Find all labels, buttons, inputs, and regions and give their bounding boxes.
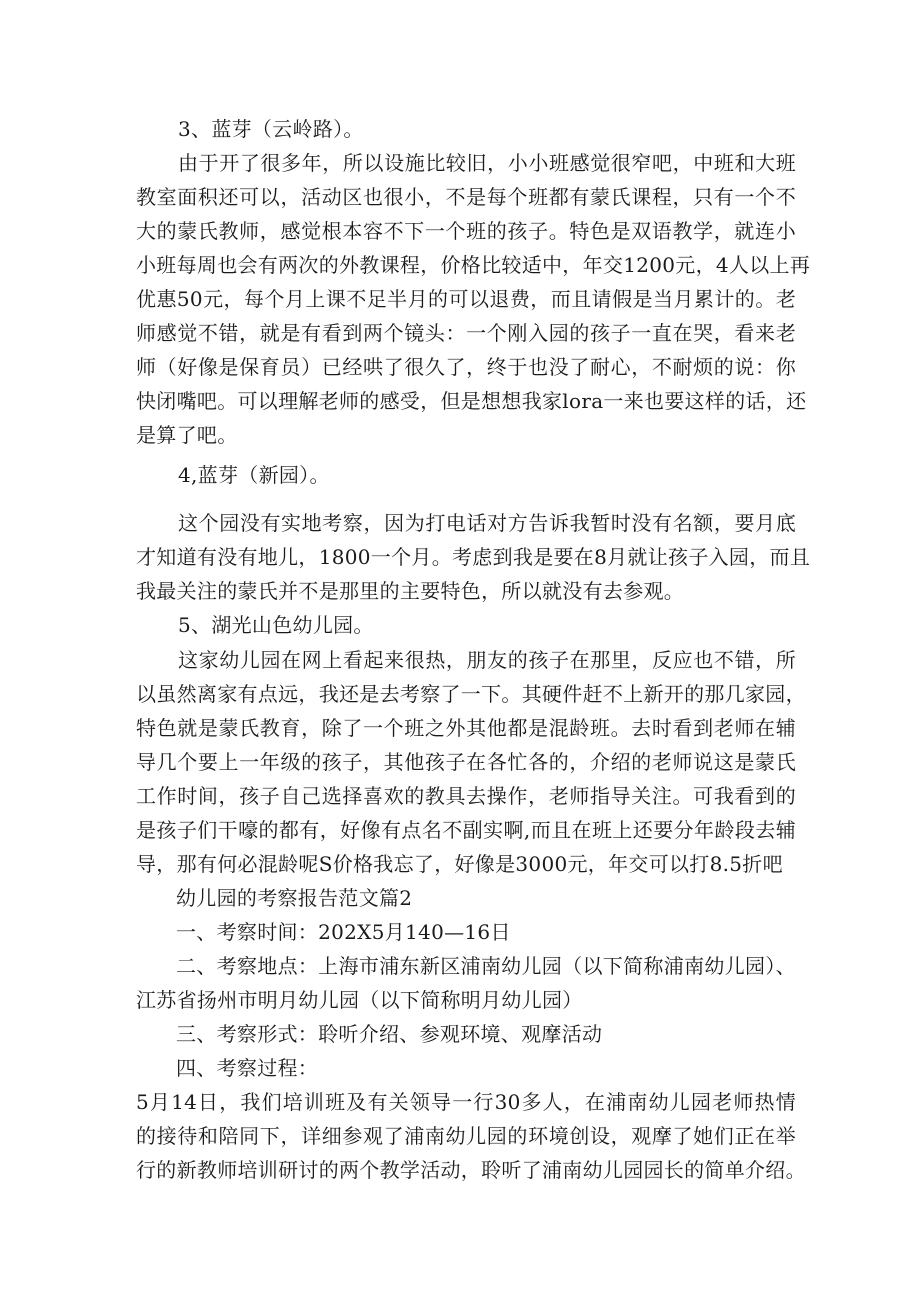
paragraph-line: 的接待和陪同下，详细参观了浦南幼儿园的环境创设，观摩了她们正在举: [136, 1124, 796, 1148]
article-title: 幼儿园的考察报告范文篇2: [176, 886, 413, 910]
paragraph-line: 5月14日，我们培训班及有关领导一行30多人，在浦南幼儿园老师热情: [136, 1090, 796, 1114]
paragraph-line: 才知道有没有地儿，1800一个月。考虑到我是要在8月就让孩子入园，而且: [136, 545, 811, 569]
paragraph-line: 师感觉不错，就是有看到两个镜头：一个刚入园的孩子一直在哭，看来老: [136, 321, 796, 345]
info-line: 三、考察形式：聆听介绍、参观环境、观摩活动: [176, 1022, 603, 1046]
paragraph-line: 行的新教师培训研讨的两个教学活动，聆听了浦南幼儿园园长的简单介绍。: [136, 1158, 806, 1182]
paragraph-line: 小班每周也会有两次的外教课程，价格比较适中，年交1200元，4人以上再: [136, 253, 811, 277]
info-line: 一、考察时间：202X5月140—16日: [176, 920, 511, 944]
info-line: 江苏省扬州市明月幼儿园（以下简称明月幼儿园）: [136, 988, 583, 1012]
paragraph-line: 是孩子们干嚎的都有，好像有点名不副实啊,而且在班上还要分年龄段去辅: [136, 818, 796, 842]
paragraph-line: 优惠50元，每个月上课不足半月的可以退费，而且请假是当月累计的。老: [136, 287, 796, 311]
paragraph-line: 快闭嘴吧。可以理解老师的感受，但是想想我家lora一来也要这样的话，还: [136, 389, 807, 413]
paragraph-line: 这家幼儿园在网上看起来很热，朋友的孩子在那里，反应也不错，所: [178, 648, 796, 672]
paragraph-line: 特色就是蒙氏教育，除了一个班之外其他都是混龄班。去时看到老师在辅: [136, 716, 796, 740]
paragraph-line: 以虽然离家有点远，我还是去考察了一下。其硬件赶不上新开的那几家园，: [136, 682, 806, 706]
info-line: 二、考察地点：上海市浦东新区浦南幼儿园（以下简称浦南幼儿园）、: [176, 954, 796, 978]
section-heading: 3、蓝芽（云岭路）。: [178, 117, 364, 141]
paragraph-line: 教室面积还可以，活动区也很小，不是每个班都有蒙氏课程，只有一个不: [136, 185, 796, 209]
paragraph-line: 导，那有何必混龄呢S价格我忘了，好像是3000元，年交可以打8.5折吧: [136, 852, 783, 876]
paragraph-line: 是算了吧。: [136, 423, 238, 447]
section-heading: 5、湖光山色幼儿园。: [178, 613, 374, 637]
paragraph-line: 师（好像是保育员）已经哄了很久了，终于也没了耐心，不耐烦的说：你: [136, 355, 796, 379]
paragraph-line: 导几个要上一年级的孩子，其他孩子在各忙各的，介绍的老师说这是蒙氏: [136, 750, 796, 774]
section-heading: 4,蓝芽（新园）。: [178, 463, 330, 487]
paragraph-line: 大的蒙氏教师，感觉根本容不下一个班的孩子。特色是双语教学，就连小: [136, 219, 796, 243]
paragraph-line: 这个园没有实地考察，因为打电话对方告诉我暂时没有名额，要月底: [178, 511, 796, 535]
paragraph-line: 工作时间，孩子自己选择喜欢的教具去操作，老师指导关注。可我看到的: [136, 784, 796, 808]
info-line: 四、考察过程：: [176, 1056, 319, 1080]
paragraph-line: 由于开了很多年，所以设施比较旧，小小班感觉很窄吧，中班和大班: [178, 151, 796, 175]
paragraph-line: 我最关注的蒙氏并不是那里的主要特色，所以就没有去参观。: [136, 579, 685, 603]
